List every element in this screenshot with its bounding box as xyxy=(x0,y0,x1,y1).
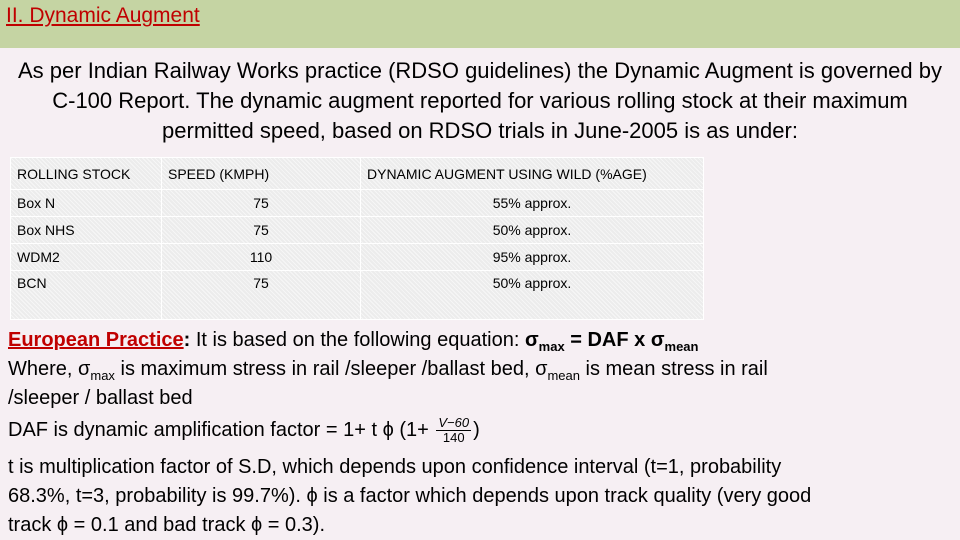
eq-max-sub: max xyxy=(538,339,565,354)
daf-line xyxy=(8,416,480,445)
rolling-stock-table xyxy=(10,157,704,320)
cell-augment: 55% approx. xyxy=(361,190,704,217)
fraction-denominator: 140 xyxy=(442,430,465,446)
t-line-1: t is multiplication factor of S.D, which depends upon confidence interval (t=1, probability xyxy=(8,456,782,478)
eq-mid: = DAF x σ xyxy=(564,329,665,351)
cell-speed: 110 xyxy=(162,244,361,271)
cell-augment: 50% approx. xyxy=(361,217,704,244)
header-speed: SPEED (KMPH) xyxy=(162,158,361,190)
cell-stock: Box N xyxy=(11,190,162,217)
label-colon: : xyxy=(183,329,191,351)
where-part-1: Where, σ xyxy=(8,358,91,380)
cell-stock: Box NHS xyxy=(11,217,162,244)
where-line-2: /sleeper / ballast bed xyxy=(8,387,193,409)
daf-part-2: ) xyxy=(473,419,480,441)
table-row xyxy=(11,271,704,320)
t-line-3: track ϕ = 0.1 and bad track ϕ = 0.3). xyxy=(8,514,326,536)
daf-fraction xyxy=(436,416,471,445)
cell-speed: 75 xyxy=(162,217,361,244)
intro-paragraph: As per Indian Railway Works practice (RDSO guidelines) the Dynamic Augment is governed by C-100 Report. The dynamic augment reported for various rolling stock at their maximum permitted speed, based on RDSO trials in June-2005 is as under: xyxy=(18,58,942,143)
cell-augment: 95% approx. xyxy=(361,244,704,271)
cell-speed: 75 xyxy=(162,190,361,217)
t-line-2: 68.3%, t=3, probability is 99.7%). ϕ is a factor which depends upon track quality (very good xyxy=(8,485,812,507)
page-title: II. Dynamic Augment xyxy=(6,4,200,27)
table-row xyxy=(11,244,704,271)
table-header-row xyxy=(11,158,704,190)
header-dynamic-augment: DYNAMIC AUGMENT USING WILD (%AGE) xyxy=(361,158,704,190)
european-practice-label: European Practice xyxy=(8,329,184,351)
daf-part-1: DAF is dynamic amplification factor = 1+ t ϕ (1+ xyxy=(8,419,435,441)
fraction-numerator: V−60 xyxy=(438,415,470,431)
table-row xyxy=(11,190,704,217)
where-max-sub: max xyxy=(90,368,115,383)
equation xyxy=(524,329,699,354)
table-row xyxy=(11,217,704,244)
cell-augment: 50% approx. xyxy=(361,271,704,320)
cell-stock: BCN xyxy=(11,271,162,320)
cell-stock: WDM2 xyxy=(11,244,162,271)
where-part-3: is mean stress in rail xyxy=(579,358,768,380)
eq-sigma: σ xyxy=(524,329,539,351)
header-rolling-stock: ROLLING STOCK xyxy=(11,158,162,190)
where-part-2: is maximum stress in rail /sleeper /ballast bed, σ xyxy=(114,358,548,380)
where-mean-sub: mean xyxy=(547,368,580,383)
eq-mean-sub: mean xyxy=(664,339,699,354)
equation-intro: It is based on the following equation: xyxy=(190,329,525,351)
header-bar xyxy=(0,0,960,48)
cell-speed: 75 xyxy=(162,271,361,320)
